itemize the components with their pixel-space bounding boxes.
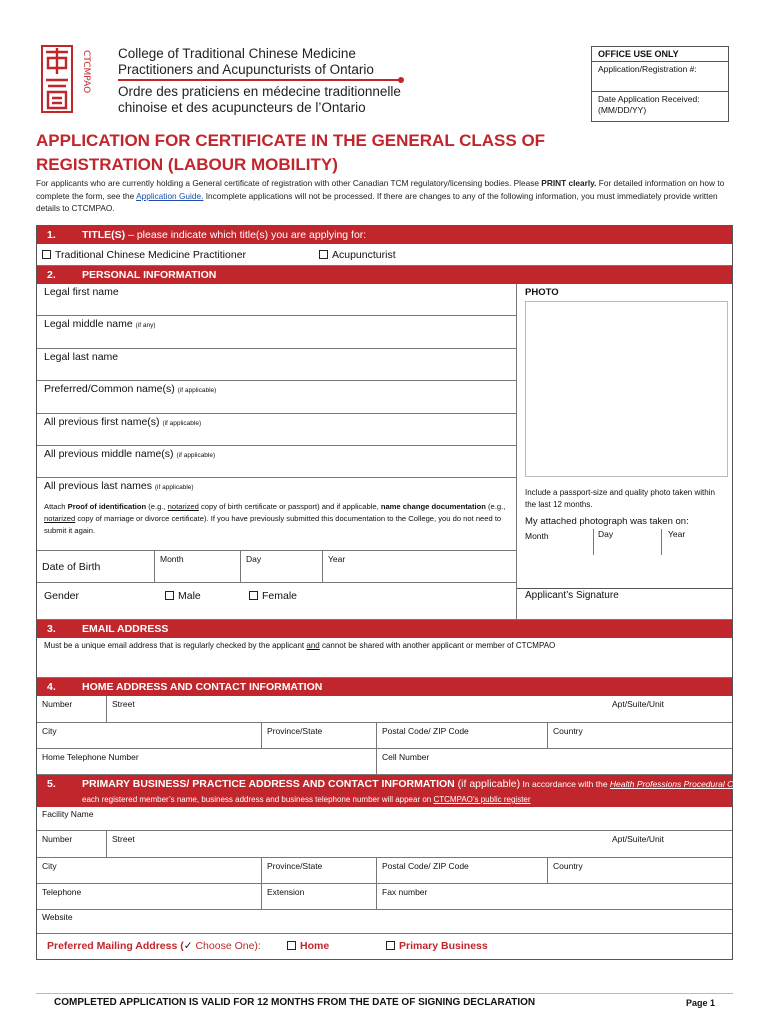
home-postal-field[interactable]: Postal Code/ ZIP Code [376,723,547,748]
dob-month-field[interactable]: Month [154,551,240,582]
home-city-field[interactable]: City [42,726,57,736]
legal-middle-name-field[interactable]: Legal middle name (if any) [37,316,516,349]
section-4-header: 4. HOME ADDRESS AND CONTACT INFORMATION [37,678,732,696]
home-province-field[interactable]: Province/State [261,723,376,748]
business-telephone-field[interactable]: Telephone [42,887,82,897]
logo-rule-dot [398,77,404,83]
preferred-name-field[interactable]: Preferred/Common name(s) (if applicable) [37,381,516,414]
dob-label: Date of Birth [42,561,101,573]
footer-divider [36,993,733,994]
office-date-received[interactable]: Date Application Received: (MM/DD/YY) [598,94,700,115]
svg-text:CTCMPAO: CTCMPAO [81,50,91,94]
business-phone-row [37,884,732,910]
personal-info-block [37,284,732,620]
dob-year-field[interactable]: Year [322,551,516,582]
gender-male-checkbox[interactable]: Male [165,590,201,602]
mailing-business-checkbox[interactable]: Primary Business [386,940,488,952]
business-postal-field[interactable]: Postal Code/ ZIP Code [376,858,547,883]
business-country-field[interactable]: Country [547,858,732,883]
business-province-field[interactable]: Province/State [261,858,376,883]
home-apt-field[interactable]: Apt/Suite/Unit [612,699,664,709]
section-5-note: each registered member’s name, business address and business telephone number will appear on CTCMPAO’s public register [37,793,732,807]
section-3-header: 3. EMAIL ADDRESS [37,620,732,638]
photo-year-field[interactable]: Year [661,529,685,555]
facility-name-field[interactable]: Facility Name [37,807,732,831]
page-title: APPLICATION FOR CERTIFICATE IN THE GENERAL CLASS OF REGISTRATION (LABOUR MOBILITY) [36,131,546,174]
mailing-home-checkbox[interactable]: Home [287,940,329,952]
signature-line[interactable] [517,588,733,589]
personal-info-fields [37,284,516,609]
ctcmpao-logo-icon [40,44,96,114]
business-apt-field[interactable]: Apt/Suite/Unit [612,834,664,844]
business-city-row [37,858,732,884]
legal-last-name-field[interactable]: Legal last name [37,349,516,381]
website-field[interactable]: Website [37,910,732,934]
business-number-field[interactable]: Number [42,834,73,844]
office-use-title: OFFICE USE ONLY [592,47,728,62]
tcm-practitioner-checkbox[interactable]: Traditional Chinese Medicine Practitioner [42,249,246,261]
acupuncturist-checkbox[interactable]: Acupuncturist [319,249,396,261]
org-name-fr-2: chinoise et des acupuncteurs de l’Ontario [118,100,366,115]
section-5-header: 5. PRIMARY BUSINESS/ PRACTICE ADDRESS AND CONTACT INFORMATION (if applicable) In accordance with the Health Professions Procedural Code, [37,775,732,793]
validity-note: COMPLETED APPLICATION IS VALID FOR 12 MONTHS FROM THE DATE OF SIGNING DECLARATION [54,997,536,1008]
home-phone-field[interactable]: Home Telephone Number [42,752,139,762]
public-register-link[interactable]: CTCMPAO’s public register [433,795,531,804]
home-number-field[interactable]: Number [42,699,73,709]
gender-female-checkbox[interactable]: Female [249,590,297,602]
org-name-en-1: College of Traditional Chinese Medicine [118,46,356,61]
photo-day-field[interactable]: Day [593,529,613,555]
previous-first-names-field[interactable]: All previous first name(s) (if applicable) [37,414,516,446]
photo-box[interactable] [525,301,728,477]
office-use-box [591,46,729,122]
home-street-field[interactable]: Street [106,696,544,722]
photo-label: PHOTO [525,287,559,298]
business-street-field[interactable]: Street [106,831,544,857]
gender-row [37,583,516,609]
home-phone-row [37,749,732,775]
logo-rule [118,79,401,81]
date-of-birth-row [37,551,516,583]
gender-label: Gender [44,590,80,602]
office-app-reg[interactable]: Application/Registration #: [592,62,728,92]
home-country-field[interactable]: Country [547,723,732,748]
photo-month-field[interactable]: Month [525,531,549,541]
home-cell-field[interactable]: Cell Number [376,749,732,774]
business-extension-field[interactable]: Extension [261,884,376,909]
preferred-mailing-row [37,934,732,959]
title-options-row [37,244,732,266]
home-street-row [37,696,732,723]
business-fax-field[interactable]: Fax number [376,884,732,909]
section-1-header: 1. TITLE(S) – please indicate which title(s) you are applying for: [37,226,732,244]
page-number: Page 1 [686,998,716,1008]
business-street-row [37,831,732,858]
org-name-fr-1: Ordre des praticiens en médecine traditionnelle [118,84,401,99]
business-city-field[interactable]: City [42,861,57,871]
section-2-header: 2. PERSONAL INFORMATION [37,266,732,284]
application-form [36,225,750,960]
legal-first-name-field[interactable]: Legal first name [37,284,516,316]
photo-taken-label: My attached photograph was taken on: [525,516,689,527]
dob-day-field[interactable]: Day [240,551,322,582]
org-name-en-2: Practitioners and Acupuncturists of Ontario [118,62,374,77]
signature-label: Applicant’s Signature [525,590,619,601]
proof-of-id-note: Attach Proof of identification (e.g., notarized copy of birth certificate or passport) and if applicable, name change documentation (e.g., notarized copy of marriage or divorce certificate). If you have previously submitted this documentation to the College, you do not need to submit it again. [37,500,516,551]
previous-last-names-field[interactable]: All previous last names (if applicable) [44,480,194,492]
preferred-mailing-label: Preferred Mailing Address (✓ Choose One): [47,940,261,952]
photo-column [516,284,732,620]
health-professions-code-ref[interactable]: Health Professions Procedural Code, [609,779,750,789]
home-city-row [37,723,732,749]
application-guide-link[interactable]: Application Guide. [136,190,204,201]
previous-middle-names-field[interactable]: All previous middle name(s) (if applicable) [37,446,516,478]
photo-note: Include a passport-size and quality photo taken within the last 12 months. [525,488,715,509]
email-field[interactable]: Must be a unique email address that is regularly checked by the applicant and cannot be shared with another applicant or member of CTCMPAO [37,638,732,678]
intro-text: For applicants who are currently holding a General certificate of registration with other Canadian TCM regulatory/licensing bodies. Please PRINT clearly. For detailed information on how to complete the form, see the Application Guide. Incomplete applications will not be processed. If there are changes to any of the following information, you must immediately provide written details to CTCMPAO. [36,178,725,213]
